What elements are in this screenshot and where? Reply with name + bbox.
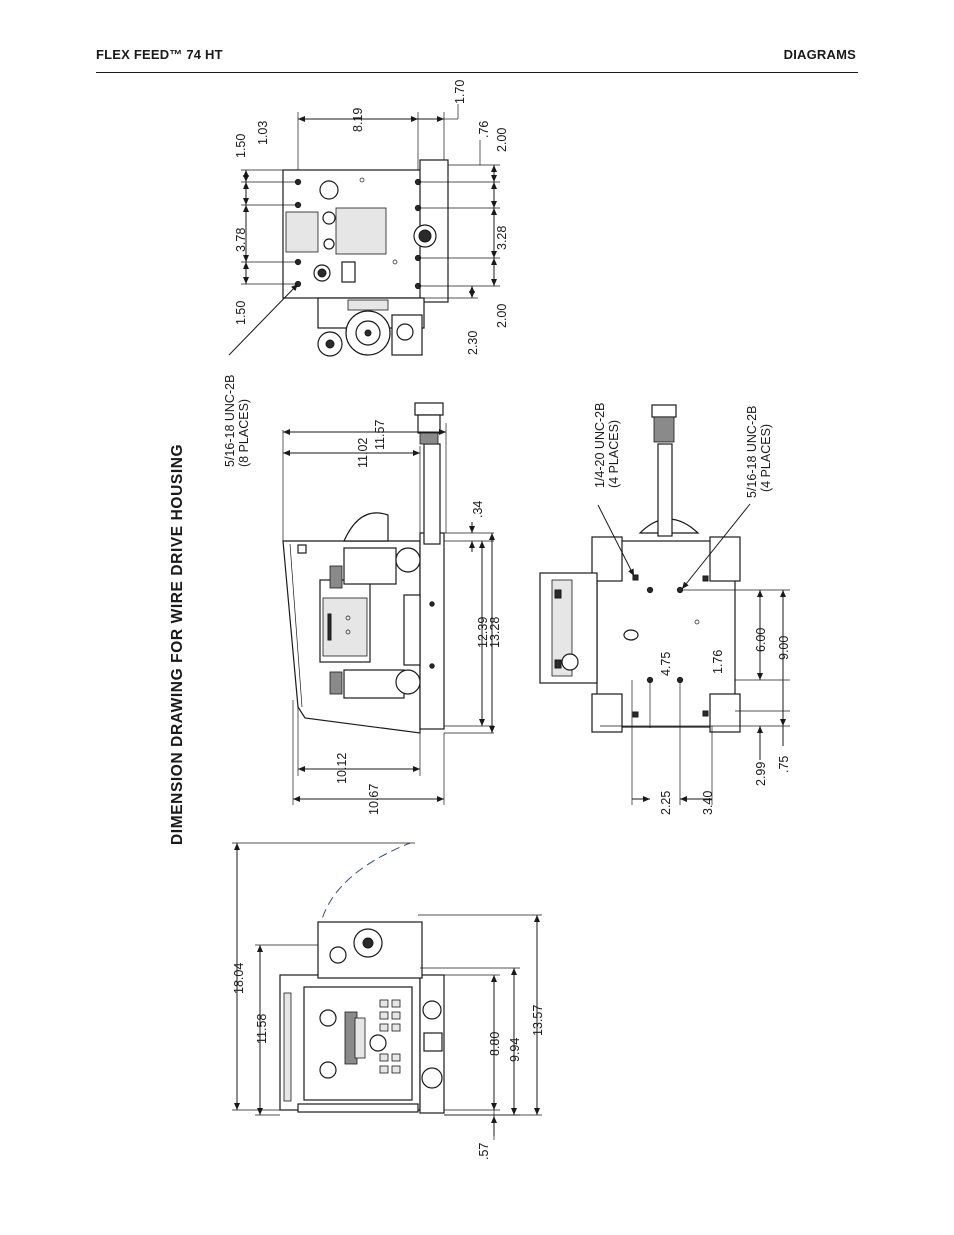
dim-4-75: 4.75 bbox=[659, 651, 673, 676]
dim-0-75: .75 bbox=[777, 755, 791, 773]
dim-1-03: 1.03 bbox=[256, 120, 270, 145]
dim-10-67: 10.67 bbox=[367, 783, 381, 815]
dim-0-57: .57 bbox=[477, 1142, 491, 1160]
dim-3-28: 3.28 bbox=[495, 225, 509, 250]
dim-8-19: 8.19 bbox=[351, 107, 365, 132]
dim-13-28: 13.28 bbox=[488, 616, 502, 648]
bottom-view bbox=[540, 403, 791, 815]
callout-5-16-18-4-places-line2: (4 PLACES) bbox=[759, 423, 773, 492]
dim-1-76: 1.76 bbox=[711, 649, 725, 674]
callout-1-4-20-line1: 1/4-20 UNC-2B bbox=[593, 402, 607, 488]
dim-11-02: 11.02 bbox=[356, 437, 370, 468]
dim-0-76: .76 bbox=[477, 120, 491, 138]
dim-0-34: .34 bbox=[471, 500, 485, 518]
bottom-view-wire-conduit bbox=[658, 444, 672, 536]
dim-2-30: 2.30 bbox=[466, 330, 480, 355]
dim-3-78: 3.78 bbox=[234, 227, 248, 252]
dim-13-57: 13.57 bbox=[531, 1004, 545, 1036]
callout-1-4-20-line2: (4 PLACES) bbox=[607, 419, 621, 488]
side-view bbox=[283, 403, 502, 815]
dim-11-58: 11.58 bbox=[255, 1013, 269, 1044]
dim-12-39: 12.39 bbox=[476, 616, 490, 648]
dim-8-80: 8.80 bbox=[488, 1031, 502, 1056]
dim-1-50-b: 1.50 bbox=[234, 300, 248, 325]
drawing-title: DIMENSION DRAWING FOR WIRE DRIVE HOUSING bbox=[169, 443, 186, 845]
dim-3-40: 3.40 bbox=[701, 790, 715, 815]
dim-9-00: 9.00 bbox=[777, 635, 791, 660]
top-view bbox=[223, 80, 509, 467]
dim-6-00: 6.00 bbox=[754, 627, 768, 652]
document-header-title: FLEX FEED™ 74 HT bbox=[96, 47, 223, 62]
dim-1-50-a: 1.50 bbox=[234, 133, 248, 158]
side-view-wire-conduit bbox=[424, 444, 440, 544]
callout-5-16-18-8-places-line2: (8 PLACES) bbox=[237, 398, 251, 467]
dim-9-94: 9.94 bbox=[508, 1037, 522, 1062]
dim-1-70: 1.70 bbox=[453, 79, 467, 104]
dim-2-00-a: 2.00 bbox=[495, 127, 509, 152]
dim-2-25: 2.25 bbox=[659, 790, 673, 815]
front-view bbox=[232, 843, 545, 1160]
dim-10-12: 10.12 bbox=[335, 752, 349, 784]
callout-5-16-18-8-places-line1: 5/16-18 UNC-2B bbox=[223, 374, 237, 467]
dim-11-57: 11.57 bbox=[373, 419, 387, 450]
dim-18-04: 18.04 bbox=[232, 962, 246, 994]
callout-5-16-18-4-places-line1: 5/16-18 UNC-2B bbox=[745, 405, 759, 498]
section-label: DIAGRAMS bbox=[783, 47, 856, 62]
dim-2-99: 2.99 bbox=[754, 761, 768, 786]
dim-2-00-b: 2.00 bbox=[495, 303, 509, 328]
